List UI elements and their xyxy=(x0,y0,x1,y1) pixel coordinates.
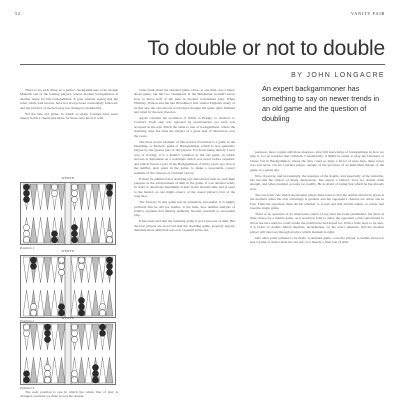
black-checker xyxy=(92,377,98,383)
black-checker xyxy=(23,196,29,202)
board-bar xyxy=(65,183,71,245)
paragraph: It has been said that the doubling game is not a true test of skill. But the best players are in accord that the doubling game, properly played, demands more skill than was ever required in the old. xyxy=(134,219,235,233)
paragraph: One other point remains to be made. A doubled game, correctly played, is neither more nor less a game of chance than the old one; it is merely a finer test of skill. xyxy=(250,235,384,245)
white-checker xyxy=(23,231,29,237)
black-checker xyxy=(30,263,36,269)
white-checker xyxy=(44,364,50,370)
black-checker xyxy=(44,336,50,342)
black-checker xyxy=(23,371,29,377)
black-checker xyxy=(106,263,112,269)
paragraph: The most recent example of this second revolution is a game in the Doubling, or Modern, game of Backgammon, which is now generally played by the greater part of the players. For from being merely a new way of scoring, it is a distinct variation of the old game, in which success is dependent on a technique which was never before required, and which forced a part of the Backgammon of thirty years ago, that is the skillful, alert point in the game, to make a reasonable correct estimate of the chances of eventual victory. xyxy=(134,139,235,175)
black-checker xyxy=(23,190,29,196)
paragraph: It must be admitted that doubling was introduced with no such high purpose as the advancement of skill in the game. It was devised solely in order to obtain the maximum 'action' in the shortest time and is open to the hazard, as one might expect, of the casual player's love of the long shot. xyxy=(134,176,235,199)
board-caption: Position 3 xyxy=(20,386,35,390)
black-checker xyxy=(78,304,84,310)
board-diagram xyxy=(20,322,116,385)
black-checker xyxy=(51,231,57,237)
black-checker xyxy=(99,330,105,336)
white-checker xyxy=(23,324,29,330)
white-checker xyxy=(23,224,29,230)
black-checker xyxy=(78,297,84,303)
paragraph: There is no such thing as a perfect backgammoner, even though Makarth one of the leading players, whose modern backgammon is another name for bad backgammon. It goes without saying that the rules, while well known, have not always been consistently followed, and the practice of modern play has changed considerably. xyxy=(20,88,118,110)
white-checker xyxy=(106,231,112,237)
column-1-top xyxy=(20,88,118,174)
article-deck: An expert backgammoner has something to say on newer trends in an old game and the question of doubling xyxy=(262,84,380,123)
white-checker xyxy=(106,237,112,243)
paragraph: Again consider the evolution of Whist to Bridge, to Auction, to Contract. Each step was opposed by reactionaries, yet each was accepted in the end. Much the same is true of backgammon, where the doubling cube has been the subject of a great deal of discussion over the years. xyxy=(134,116,235,138)
paragraph: The next position is one in which the whole line of play is changed, and here we must accept the double. xyxy=(20,390,118,398)
white-checker xyxy=(58,257,64,263)
paragraph: The one basic rule which the modern player must learn is that the double should be given at the moment when his own advantage is greatest and his opponent's chances are about one in four. Then the opponent must decide whether to accept and risk double stakes, or refuse and lose the single game. xyxy=(250,192,384,211)
board-label: WHITE xyxy=(61,249,75,253)
backgammon-board-2 xyxy=(20,249,116,323)
white-checker xyxy=(71,377,77,383)
white-checker xyxy=(99,304,105,310)
board-label: WHITE xyxy=(61,176,75,180)
black-checker xyxy=(106,257,112,263)
black-checker xyxy=(71,237,77,243)
paragraph: Yet the fine old game, in which so many fortunes have been risked, holds a charm and allure for those who know it well. xyxy=(20,111,118,121)
white-checker xyxy=(71,336,77,342)
white-checker xyxy=(30,304,36,310)
white-checker xyxy=(23,330,29,336)
board-label: WHITE xyxy=(61,316,75,320)
white-checker xyxy=(51,190,57,196)
black-checker xyxy=(30,257,36,263)
white-checker xyxy=(71,196,77,202)
white-checker xyxy=(44,377,50,383)
backgammon-board-1 xyxy=(20,176,116,250)
black-checker xyxy=(106,184,112,190)
title-rule xyxy=(20,64,385,65)
black-checker xyxy=(44,324,50,330)
black-checker xyxy=(51,237,57,243)
white-checker xyxy=(44,371,50,377)
board-diagram xyxy=(20,255,116,318)
magazine-name: VANITY FAIR xyxy=(350,11,385,16)
column-3 xyxy=(250,150,384,394)
black-checker xyxy=(71,231,77,237)
paragraph: The Unwary in that game has an extremely successful. It is highly probable that he did not realize, at the time, how skillful analysis of relative position had thereby suddenly become essential to successful play. xyxy=(134,200,235,218)
black-checker xyxy=(92,371,98,377)
board-diagram xyxy=(20,182,116,245)
black-checker xyxy=(44,330,50,336)
white-checker xyxy=(71,330,77,336)
black-checker xyxy=(99,324,105,330)
black-checker xyxy=(71,224,77,230)
white-checker xyxy=(78,263,84,269)
byline: BY JOHN LONGACRE xyxy=(291,72,385,79)
white-checker xyxy=(78,257,84,263)
white-checker xyxy=(71,371,77,377)
white-checker xyxy=(71,190,77,196)
white-checker xyxy=(23,237,29,243)
black-checker xyxy=(58,304,64,310)
white-checker xyxy=(58,263,64,269)
black-checker xyxy=(106,269,112,275)
white-checker xyxy=(71,184,77,190)
black-checker xyxy=(92,364,98,370)
paragraph: come from about the standard game. Once, at one time, was a hand-about game, but the two champions in the Manhattan wouldn't know how to move half of the men in modern tournament play. When Whitney, Wilson and the late Broadhurst first visited England, many of us that saw the old schools would have thought the game quite finished and ruled by the new theories. xyxy=(134,88,235,115)
column-1-bottom xyxy=(20,390,118,398)
page-number: 52 xyxy=(15,11,21,16)
white-checker xyxy=(58,269,64,275)
column-2 xyxy=(134,88,235,393)
black-checker xyxy=(23,184,29,190)
black-checker xyxy=(106,190,112,196)
paragraph: Now, however, and increasingly, the question of the double, and especially of the redouble, has become the subject of many discussions. The expert, I believe, does not double often enough, and when doubled, accepts too readily. He is afraid of losing that which he has already won. xyxy=(250,173,384,191)
board-caption: Position 2 xyxy=(20,319,35,323)
white-checker xyxy=(71,324,77,330)
board-bar xyxy=(65,256,71,318)
white-checker xyxy=(51,184,57,190)
paragraph: perience, more cogent still more elegance, after full knowledge of backgammon in how we play it. Let us consider that criticism. Considerably, it might be easier to play the Checkers or Chess, but in Backgammon, where the dice count so large a factor of pure luck, there never was and never can be a perfect player, outside of the province of an individual master of the game on a given day. xyxy=(250,150,384,172)
black-checker xyxy=(23,377,29,383)
paragraph: There is no question of its importance when a long lead has been established, but there is little choice for a double game, as it would be folly to allow the opponent a free opportunity to throw the dice until he could obtain the position he had hoped for. With a wide lead, to be sure, it is better to double. Much depends, nevertheless, on the exact situation, and the modern player will discover through practice which moment is right. xyxy=(250,212,384,234)
board-bar xyxy=(65,323,71,385)
board-caption: Position 1 xyxy=(20,246,35,250)
article-title: To double or not to double xyxy=(147,37,385,60)
